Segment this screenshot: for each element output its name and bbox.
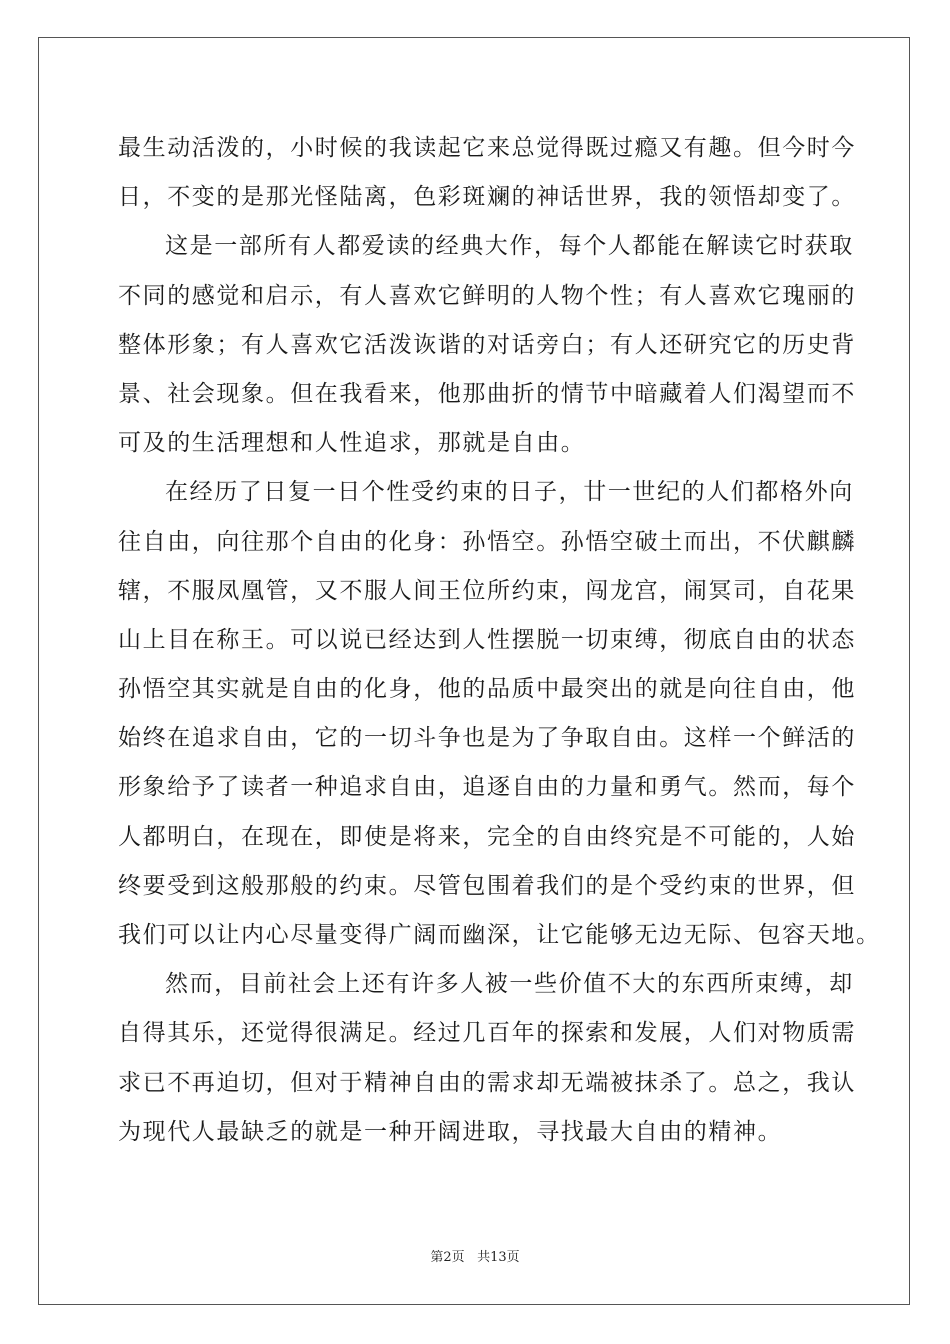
text-line: 往自由，向往那个自由的化身：孙悟空。孙悟空破土而出，不伏麒麟 xyxy=(118,528,856,555)
text-line: 最生动活泼的，小时候的我读起它来总觉得既过瘾又有趣。但今时今 xyxy=(118,135,856,161)
text-line: 日，不变的是那光怪陆离，色彩斑斓的神话世界，我的领悟却变了。 xyxy=(118,184,856,211)
text-line: 辖，不服凤凰管，又不服人间王位所约束，闯龙宫，闹冥司，自花果 xyxy=(118,577,856,604)
page-footer xyxy=(0,1246,950,1265)
page-total: 共13页 xyxy=(477,1250,520,1265)
text-line: 可及的生活理想和人性追求，那就是自由。 xyxy=(118,430,586,457)
text-line: 求已不再迫切，但对于精神自由的需求却无端被抹杀了。总之，我认 xyxy=(118,1069,856,1096)
page-number: 第2页 xyxy=(430,1250,465,1265)
text-line: 人都明白，在现在，即使是将来，完全的自由终究是不可能的，人始 xyxy=(118,823,856,850)
text-line: 孙悟空其实就是自由的化身，他的品质中最突出的就是向往自由，他 xyxy=(118,676,856,703)
text-line: 为现代人最缺乏的就是一种开阔进取，寻找最大自由的精神。 xyxy=(118,1118,783,1145)
paragraph-start-line: 在经历了日复一日个性受约束的日子，廿一世纪的人们都格外向 xyxy=(165,479,854,506)
text-line: 景、社会现象。但在我看来，他那曲折的情节中暗藏着人们渴望而不 xyxy=(118,380,856,407)
text-line: 不同的感觉和启示，有人喜欢它鲜明的人物个性；有人喜欢它瑰丽的 xyxy=(118,282,856,309)
text-line: 整体形象；有人喜欢它活泼诙谐的对话旁白；有人还研究它的历史背 xyxy=(118,331,856,358)
text-line: 始终在追求自由，它的一切斗争也是为了争取自由。这样一个鲜活的 xyxy=(118,725,856,752)
paragraph-start-line: 然而，目前社会上还有许多人被一些价值不大的东西所束缚，却 xyxy=(165,971,854,998)
text-line: 我们可以让内心尽量变得广阔而幽深，让它能够无边无际、包容天地。 xyxy=(118,922,881,948)
text-line: 形象给予了读者一种追求自由，追逐自由的力量和勇气。然而，每个 xyxy=(118,774,856,801)
text-line: 终要受到这般那般的约束。尽管包围着我们的是个受约束的世界，但 xyxy=(118,872,856,899)
document-body xyxy=(118,124,881,1157)
paragraph-start-line: 这是一部所有人都爱读的经典大作，每个人都能在解读它时获取 xyxy=(165,233,854,260)
text-line: 自得其乐，还觉得很满足。经过几百年的探索和发展，人们对物质需 xyxy=(118,1020,856,1047)
text-line: 山上目在称王。可以说已经达到人性摆脱一切束缚，彻底自由的状态 xyxy=(118,626,856,653)
